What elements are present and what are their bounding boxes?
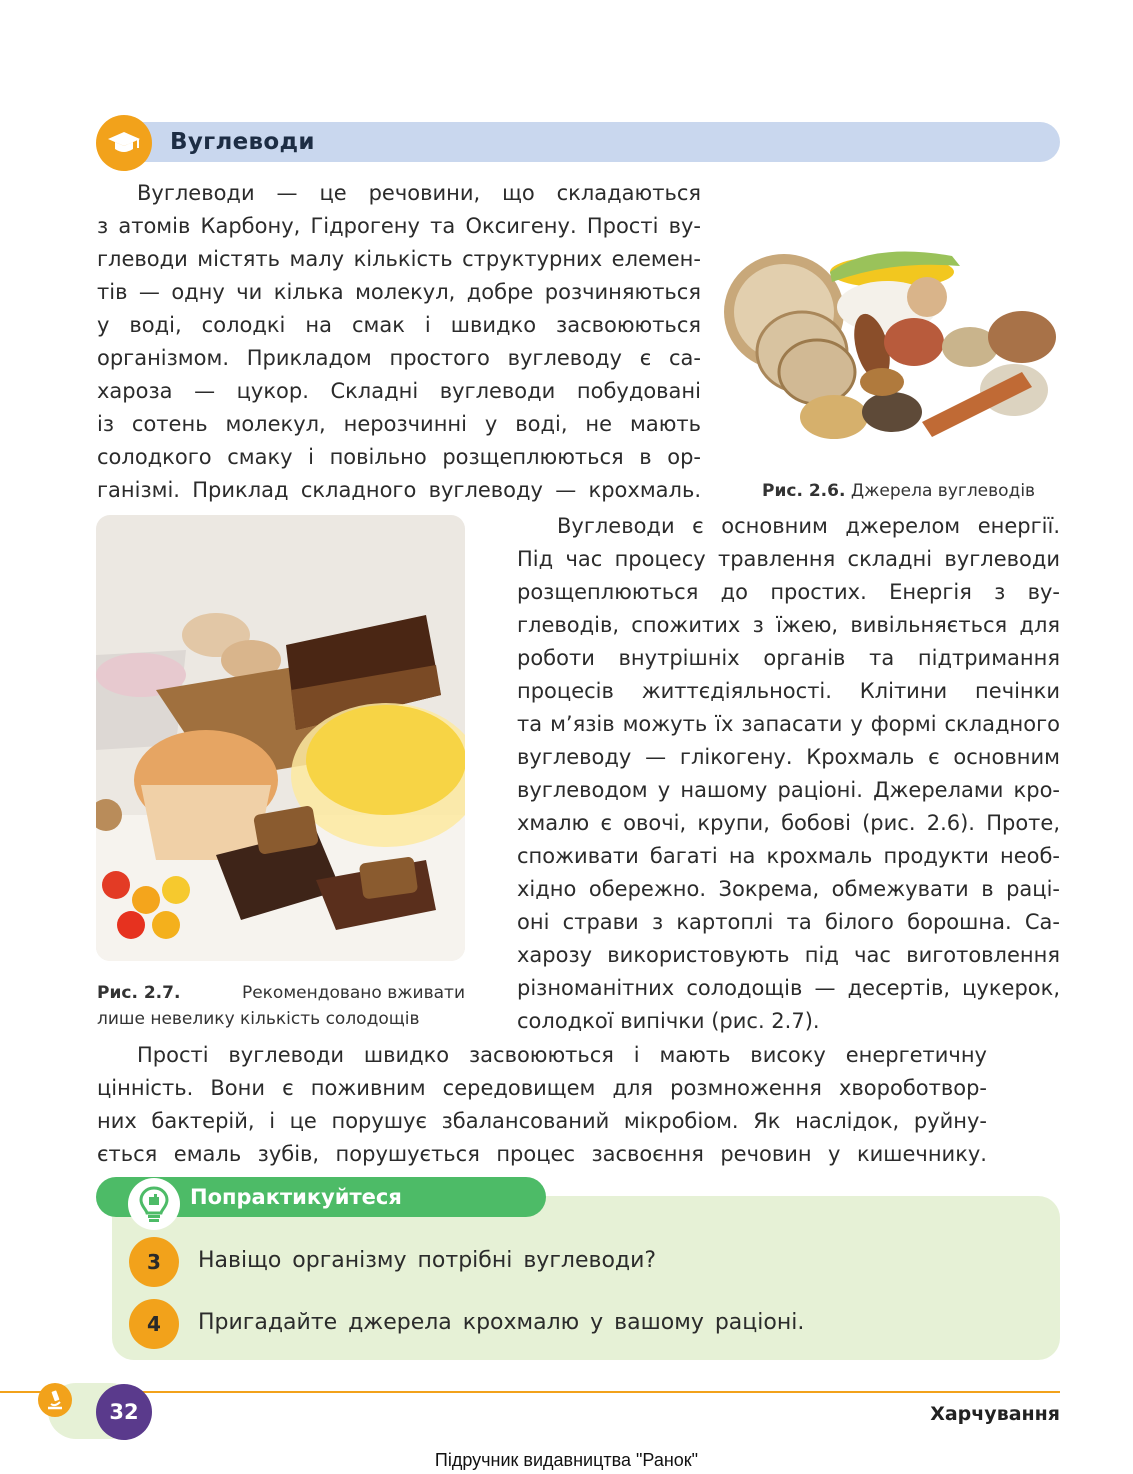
page-number: 32	[96, 1384, 152, 1440]
text-line: солодкої випічки (рис. 2.7).	[517, 1009, 820, 1033]
text-line: хароза — цукор. Складні вуглеводи побудовані	[97, 379, 701, 403]
section-title: Вуглеводи	[170, 129, 315, 155]
text-line: хідно обережно. Зокрема, обмежувати в раці-	[517, 877, 1060, 901]
text-line: вуглеводу — глікогену. Крохмаль є основним	[517, 745, 1060, 769]
text-line: солодкого смаку і повільно розщеплюються в ор-	[97, 445, 701, 469]
text-line: Прості вуглеводи швидко засвоюються і мають високу енергетичну	[137, 1043, 987, 1067]
text-line: Під час процесу травлення складні вуглеводи	[517, 547, 1060, 571]
question-number: 3	[129, 1237, 179, 1287]
text-line: оні страви з картоплі та білого борошна. Са-	[517, 910, 1060, 934]
text-line: харозу використовують під час виготовлення	[517, 943, 1060, 967]
text-line: з атомів Карбону, Гідрогену та Оксигену. Прості ву-	[97, 214, 701, 238]
paragraph-energy	[517, 510, 1060, 1038]
text-line: із сотень молекул, нерозчинні у воді, не мають	[97, 412, 701, 436]
figure-label: Рис. 2.6.	[762, 481, 846, 501]
text-line: процесів життєдіяльності. Клітини печінки	[517, 679, 1060, 703]
carbohydrate-sources-image	[722, 222, 1060, 450]
text-line: споживати багаті на крохмаль продукти необ-	[517, 844, 1060, 868]
text-line: цінність. Вони є поживним середовищем для розмноження хвороботвор-	[97, 1076, 987, 1100]
text-line: хмалю є овочі, крупи, бобові (рис. 2.6). Проте,	[517, 811, 1060, 835]
lightbulb-puzzle-icon	[128, 1178, 180, 1230]
figure-caption-line: Рекомендовано вживати	[241, 983, 465, 1003]
text-line: роботи внутрішніх органів та підтримання	[517, 646, 1060, 670]
figure-caption-text: Джерела вуглеводів	[850, 481, 1036, 501]
text-line: організмом. Прикладом простого вуглеводу є са-	[97, 346, 701, 370]
text-line: глеводи містять малу кількість структурних елемен-	[97, 247, 701, 271]
footer-divider	[0, 1391, 1060, 1393]
text-line: Вуглеводи — це речовини, що складаються	[137, 181, 701, 205]
figure-label: Рис. 2.7.	[97, 983, 181, 1003]
text-line: ється емаль зубів, порушується процес засвоєння речовин у кишечнику.	[97, 1142, 987, 1166]
question-text: Пригадайте джерела крохмалю у вашому раціоні.	[198, 1310, 805, 1335]
figure-2-6-caption	[762, 478, 1035, 504]
text-line: тів — одну чи кілька молекул, добре розчиняються	[97, 280, 701, 304]
text-line: них бактерій, і це порушує збалансований мікробіом. Як наслідок, руйну-	[97, 1109, 987, 1133]
question-number: 4	[129, 1299, 179, 1349]
text-line: розщеплюються до простих. Енергія з ву-	[517, 580, 1060, 604]
sweets-image	[96, 515, 465, 961]
text-line: різноманітних солодощів — десертів, цукерок,	[517, 976, 1060, 1000]
publisher-note: Підручник видавництва "Ранок"	[434, 1450, 699, 1470]
microscope-icon	[38, 1383, 72, 1417]
text-line: та м’язів можуть їх запасати у формі складного	[517, 712, 1060, 736]
question-text: Навіщо організму потрібні вуглеводи?	[198, 1248, 657, 1273]
chapter-title: Харчування	[930, 1403, 1060, 1425]
figure-caption-line: лише невелику кількість солодощів	[97, 1009, 420, 1029]
text-line: Вуглеводи є основним джерелом енергії.	[557, 514, 1060, 538]
practice-title: Попрактикуйтеся	[190, 1185, 402, 1209]
paragraph-simple-carbs	[97, 1039, 987, 1171]
text-line: ганізмі. Приклад складного вуглеводу — крохмаль.	[97, 478, 701, 502]
figure-2-7-caption	[97, 980, 465, 1032]
text-line: глеводів, спожитих з їжею, вивільняється для	[517, 613, 1060, 637]
paragraph-intro	[97, 177, 701, 507]
text-line: у воді, солодкі на смак і швидко засвоюються	[97, 313, 701, 337]
text-line: вуглеводом у нашому раціоні. Джерелами кро-	[517, 778, 1060, 802]
graduation-cap-icon	[96, 115, 152, 171]
